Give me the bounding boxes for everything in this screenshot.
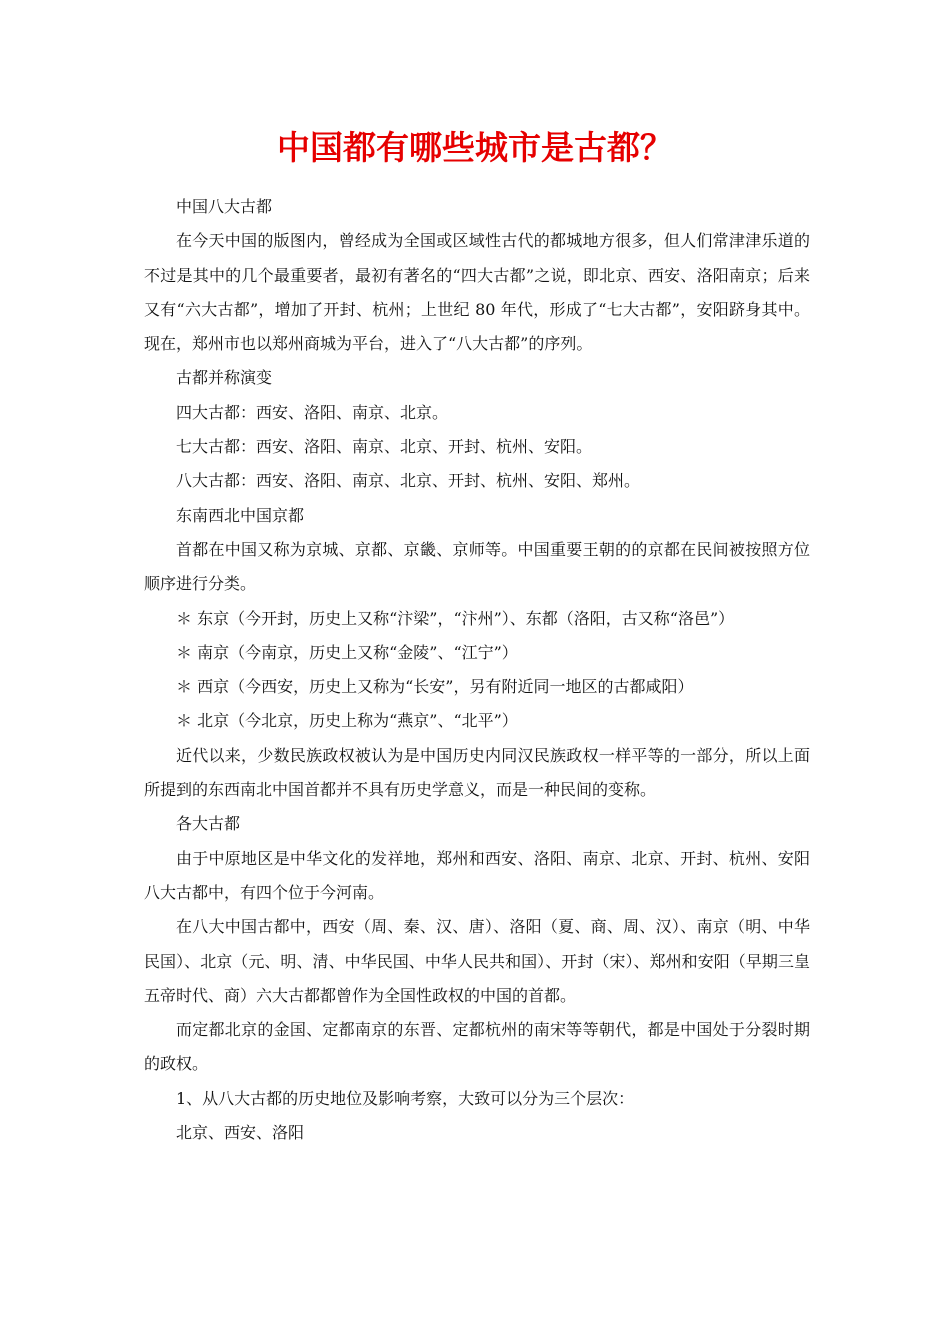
list-item: ＊ 南京（今南京，历史上又称“金陵”、“江宁”） [176, 642, 518, 662]
list-item: ＊ 西京（今西安，历史上又称为“长安”，另有附近同一地区的古都咸阳） [176, 677, 694, 697]
paragraph: 四大古都：西安、洛阳、南京、北京。 [176, 402, 449, 422]
paragraph-section-heading: 各大古都 [176, 814, 241, 834]
paragraph: 首都在中国又称为京城、京都、京畿、京师等。中国重要王朝的的京都在民间被按照方位顺序进行分类。 [144, 539, 810, 594]
paragraph: 北京、西安、洛阳 [176, 1123, 305, 1143]
paragraph: 由于中原地区是中华文化的发祥地，郑州和西安、洛阳、南京、北京、开封、杭州、安阳八大古都中，有四个位于今河南。 [144, 848, 810, 902]
document-title: 中国都有哪些城市是古都？ [277, 128, 673, 167]
list-item: ＊ 东京（今开封，历史上又称“汴梁”，“汴州”）、东都（洛阳，古又称“洛邑”） [176, 608, 735, 628]
paragraph: 八大古都：西安、洛阳、南京、北京、开封、杭州、安阳、郑州。 [176, 471, 641, 491]
paragraph-section-heading: 东南西北中国京都 [176, 505, 305, 525]
document-body [144, 190, 810, 1150]
paragraph: 近代以来，少数民族政权被认为是中国历史内同汉民族政权一样平等的一部分，所以上面所提到的东西南北中国首都并不具有历史学意义，而是一种民间的变称。 [144, 745, 810, 800]
paragraph-section-heading: 古都并称演变 [176, 368, 273, 388]
paragraph: 而定都北京的金国、定都南京的东晋、定都杭州的南宋等等朝代，都是中国处于分裂时期的政权。 [144, 1020, 810, 1074]
paragraph: 在今天中国的版图内，曾经成为全国或区域性古代的都城地方很多，但人们常津津乐道的不过是其中的几个最重要者，最初有著名的“四大古都”之说，即北京、西安、洛阳南京；后来又有“六大古都”，增加了开封、杭州；上世纪 80 年代，形成了“七大古都”，安阳跻身其中。现在，郑州市也以郑州商城为平台，进入了“八大古都”的序列。 [144, 231, 810, 354]
list-item: ＊ 北京（今北京，历史上称为“燕京”、“北平”） [176, 711, 518, 731]
paragraph-section-heading: 中国八大古都 [176, 197, 273, 216]
paragraph: 在八大中国古都中，西安（周、秦、汉、唐）、洛阳（夏、商、周、汉）、南京（明、中华民国）、北京（元、明、清、中华民国、中华人民共和国）、开封（宋）、郑州和安阳（早期三皇五帝时代、商）六大古都都曾作为全国性政权的中国的首都。 [144, 917, 810, 1005]
paragraph: 1、从八大古都的历史地位及影响考察，大致可以分为三个层次： [176, 1088, 635, 1108]
paragraph: 七大古都：西安、洛阳、南京、北京、开封、杭州、安阳。 [176, 437, 593, 457]
